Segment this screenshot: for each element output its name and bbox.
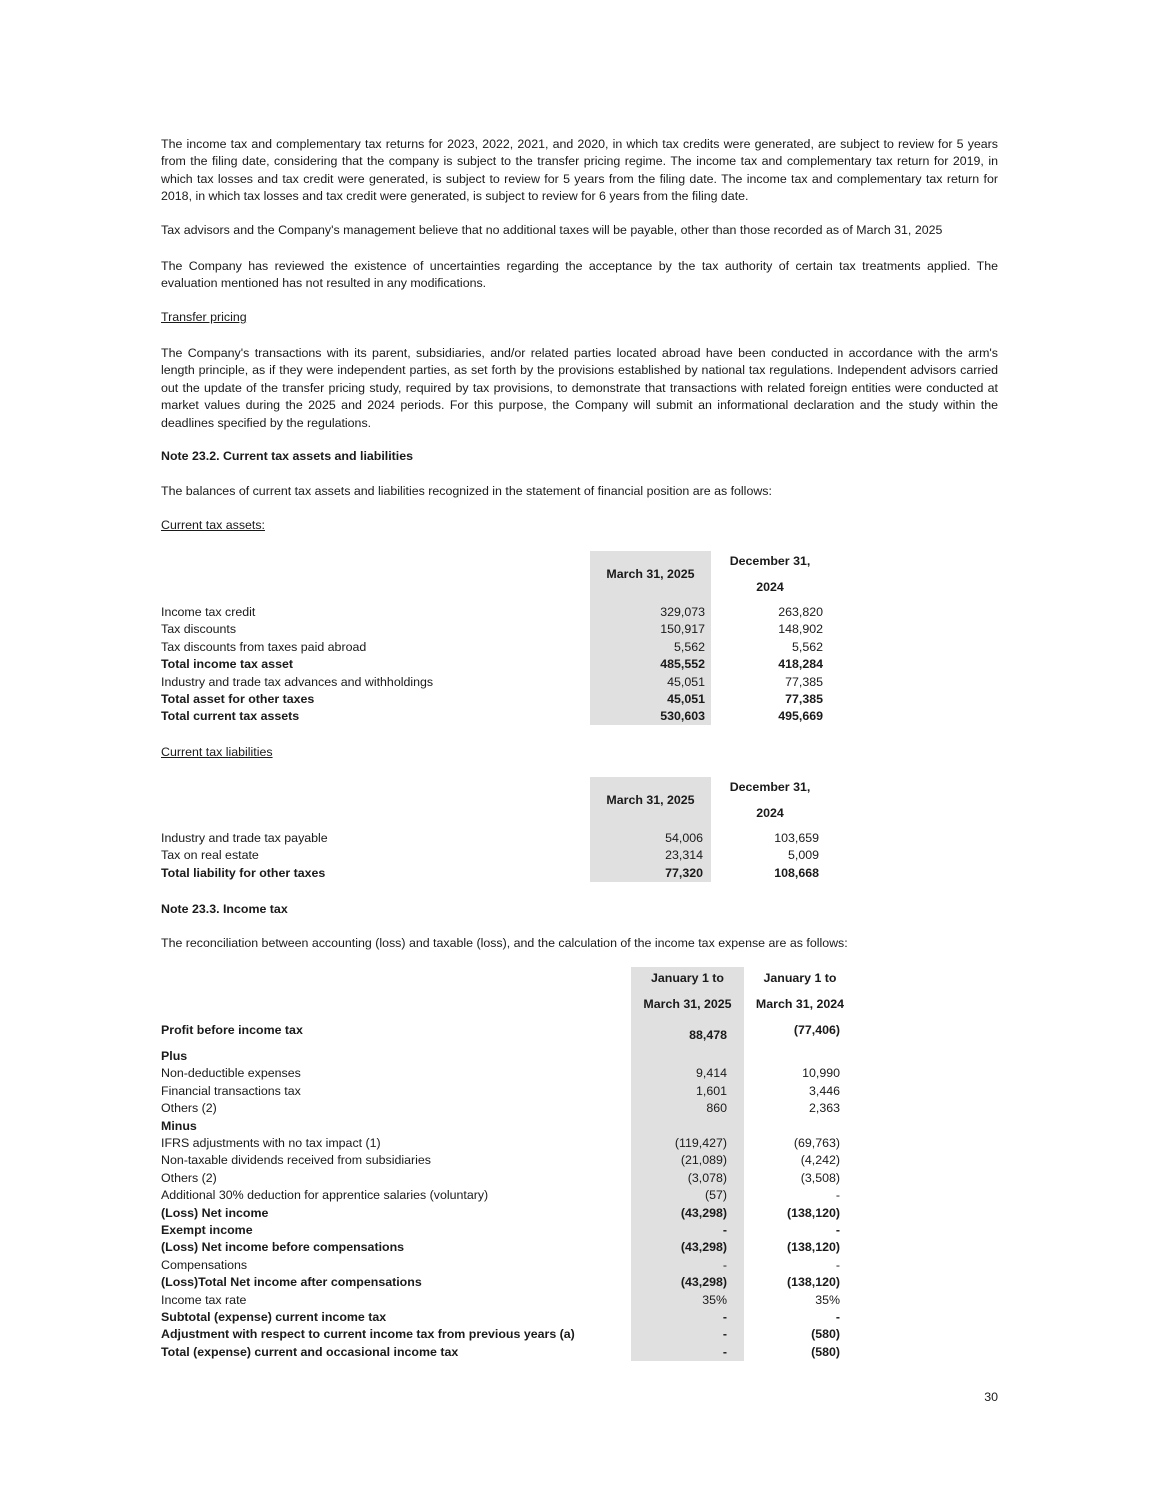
paragraph-reconciliation-intro: The reconciliation between accounting (loss) and taxable (loss), and the calculation of the income tax expense are as follows: — [161, 936, 848, 950]
income-table-row — [161, 1222, 861, 1239]
row-value-current: 485,552 — [660, 657, 705, 672]
paragraph-no-additional-taxes: Tax advisors and the Company's management believe that no additional taxes will be payable, other than those recorded as of March 31, 2025 — [161, 223, 943, 237]
row-value-current: - — [722, 1327, 727, 1342]
income-table-row — [161, 1344, 861, 1361]
row-value-prior: 2,363 — [808, 1101, 840, 1116]
assets-table-row — [161, 708, 861, 725]
note-23-3-heading: Note 23.3. Income tax — [161, 902, 288, 916]
row-label: Tax discounts — [161, 622, 237, 637]
assets-col2-header-line2: 2024 — [756, 580, 784, 594]
row-value-prior: 148,902 — [778, 622, 823, 637]
row-label: Financial transactions tax — [161, 1083, 301, 1098]
note-23-2-heading: Note 23.2. Current tax assets and liabilities — [161, 449, 414, 463]
row-label: Total (expense) current and occasional income tax — [161, 1344, 459, 1359]
row-value-prior: (138,120) — [786, 1240, 840, 1255]
income-row-profit-before-tax — [161, 1022, 851, 1042]
liabilities-table-row — [161, 830, 861, 847]
row-value-prior: - — [835, 1223, 840, 1237]
income-table-row — [161, 1309, 861, 1326]
row-value-prior: (580) — [811, 1344, 840, 1359]
row-label: Adjustment with respect to current income tax from previous years (a) — [161, 1327, 575, 1342]
row-value-prior: 10,990 — [802, 1066, 840, 1081]
income-table-row — [161, 1257, 861, 1274]
row-label: IFRS adjustments with no tax impact (1) — [161, 1136, 381, 1150]
income-table-row — [161, 1135, 861, 1152]
row-value-prior: 418,284 — [778, 657, 823, 672]
row-label: (Loss)Total Net income after compensations — [161, 1275, 422, 1290]
row-value-current: (21,089) — [680, 1153, 727, 1168]
row-label: Tax discounts from taxes paid abroad — [161, 639, 367, 654]
income-col2-header-line2: March 31, 2024 — [755, 997, 845, 1011]
income-col2-header-line1: January 1 to — [763, 971, 837, 985]
row-label: Total income tax asset — [161, 657, 293, 672]
income-table-row — [161, 1170, 861, 1187]
liabilities-table-row — [161, 847, 861, 864]
paragraph-balances-intro: The balances of current tax assets and liabilities recognized in the statement of financial position are as follows: — [161, 484, 772, 498]
row-value-prior: 77,385 — [785, 692, 823, 706]
row-value-2025: 88,478 — [689, 1028, 727, 1042]
paragraph-uncertainties: The Company has reviewed the existence of uncertainties regarding the acceptance by the tax authority of certain tax treatments applied. The evaluation mentioned has not resulted in any modifications. — [161, 259, 998, 291]
income-table-row — [161, 1100, 861, 1117]
row-value-current: 77,320 — [665, 865, 703, 880]
row-label: Total asset for other taxes — [161, 692, 315, 706]
row-value-current: 1,601 — [695, 1083, 727, 1098]
row-value-prior: (4,242) — [800, 1153, 840, 1168]
row-label: Industry and trade tax advances and withholdings — [161, 674, 434, 689]
page-number: 30 — [984, 1390, 998, 1404]
row-value-prior: 3,446 — [808, 1083, 840, 1098]
row-value-current: (43,298) — [680, 1275, 727, 1290]
row-value-prior: (580) — [811, 1327, 840, 1342]
row-label: Industry and trade tax payable — [161, 831, 328, 845]
row-label: Income tax rate — [161, 1292, 247, 1307]
row-label: (Loss) Net income before compensations — [161, 1240, 405, 1255]
income-table-row — [161, 1239, 861, 1256]
row-label: Exempt income — [161, 1223, 253, 1237]
row-label: Profit before income tax — [161, 1023, 303, 1037]
current-tax-liabilities-heading: Current tax liabilities — [161, 745, 273, 759]
row-value-current: 45,051 — [667, 692, 705, 706]
row-label: Total liability for other taxes — [161, 865, 326, 880]
row-label: Plus — [161, 1049, 188, 1063]
row-value-prior: 495,669 — [778, 709, 823, 724]
current-tax-assets-heading: Current tax assets: — [161, 518, 265, 532]
row-value-current: 9,414 — [695, 1066, 727, 1081]
row-value-prior: (69,763) — [793, 1136, 840, 1150]
income-col1-header-line1: January 1 to — [651, 971, 724, 985]
row-value-prior: 263,820 — [778, 605, 823, 619]
row-label: Subtotal (expense) current income tax — [161, 1310, 387, 1324]
row-label: Non-taxable dividends received from subsidiaries — [161, 1153, 431, 1168]
income-col1-header-line2: March 31, 2025 — [643, 997, 732, 1011]
row-value-prior: 77,385 — [785, 674, 823, 689]
row-value-current: 35% — [702, 1292, 727, 1307]
income-table-row — [161, 1205, 861, 1222]
row-value-current: 530,603 — [660, 709, 705, 724]
row-label: Minus — [161, 1118, 197, 1133]
assets-col1-header: March 31, 2025 — [606, 567, 695, 581]
paragraph-transfer-pricing: The Company's transactions with its parent, subsidiaries, and/or related parties located abroad have been conducted in accordance with the arm's length principle, as if they were independent parties, as set forth by the provisions established by national tax regulations. Independent advisors carried out the update of the transfer pricing study, required by tax provisions, to demonstrate that transactions with related foreign entities were conducted at market values during the 2025 and 2024 periods. For this purpose, the Company will submit an informational declaration and the study within the deadlines specified by the regulations. — [161, 346, 998, 430]
row-value-prior: - — [835, 1310, 840, 1324]
row-label: Others (2) — [161, 1170, 217, 1185]
paragraph-tax-returns-review: The income tax and complementary tax returns for 2023, 2022, 2021, and 2020, in which tax credits were generated, are subject to review for 5 years from the filing date, considering that the company is subject to the transfer pricing regime. The income tax and complementary tax return for 2019, in which tax losses and tax credit were generated, is subject to review for 5 years from the filing date. The income tax and complementary tax return for 2018, in which tax losses and tax credit were generated, is subject to review for 6 years from the filing date. — [161, 137, 998, 204]
row-value-prior: - — [835, 1188, 840, 1203]
row-value-current: 150,917 — [660, 622, 705, 637]
row-value-current: (43,298) — [680, 1205, 727, 1220]
income-table-row — [161, 1083, 861, 1100]
row-value-prior: (3,508) — [800, 1170, 840, 1185]
income-table-row — [161, 1048, 861, 1065]
row-value-prior: 108,668 — [774, 865, 819, 880]
row-label: (Loss) Net income — [161, 1205, 269, 1220]
row-value-prior: 5,009 — [787, 848, 819, 863]
assets-table-row — [161, 656, 861, 673]
row-value-current: 329,073 — [660, 605, 705, 619]
row-value-current: - — [722, 1223, 727, 1237]
liabilities-col1-header: March 31, 2025 — [606, 793, 695, 807]
row-value-prior: - — [835, 1257, 840, 1272]
income-table-row — [161, 1118, 861, 1135]
row-value-current: 23,314 — [665, 848, 703, 863]
row-value-prior: 5,562 — [791, 639, 823, 654]
row-value-prior: 103,659 — [774, 831, 819, 845]
row-label: Income tax credit — [161, 605, 256, 619]
liabilities-col2-header-line2: 2024 — [756, 806, 784, 820]
row-value-current: (57) — [704, 1188, 727, 1203]
row-value-prior: 35% — [815, 1292, 840, 1307]
row-value-current: - — [722, 1310, 727, 1324]
row-value-current: 45,051 — [667, 674, 705, 689]
row-value-current: 860 — [706, 1101, 727, 1116]
row-value-current: 5,562 — [673, 639, 705, 654]
row-value-current: - — [722, 1257, 727, 1272]
row-value-current: (3,078) — [687, 1170, 727, 1185]
assets-table-row — [161, 691, 861, 708]
row-label: Additional 30% deduction for apprentice salaries (voluntary) — [161, 1188, 489, 1203]
liabilities-col2-header-line1: December 31, — [729, 780, 811, 794]
row-label: Non-deductible expenses — [161, 1066, 301, 1081]
row-value-current: - — [722, 1344, 727, 1359]
row-label: Compensations — [161, 1257, 248, 1272]
assets-table-row — [161, 604, 861, 621]
income-table-row — [161, 1187, 861, 1204]
row-value-current: 54,006 — [665, 831, 703, 845]
row-label: Tax on real estate — [161, 848, 259, 863]
assets-col2-header-line1: December 31, — [729, 554, 811, 568]
row-value-prior: (138,120) — [786, 1275, 840, 1290]
income-table-row — [161, 1326, 861, 1343]
row-value-current: (43,298) — [680, 1240, 727, 1255]
assets-table-row — [161, 639, 861, 656]
row-value-prior: (138,120) — [786, 1205, 840, 1220]
income-table-row — [161, 1292, 861, 1309]
assets-table-row — [161, 674, 861, 691]
income-table-row — [161, 1274, 861, 1291]
income-table-row — [161, 1152, 861, 1169]
income-table-row — [161, 1065, 861, 1082]
row-value-current: (119,427) — [674, 1136, 727, 1150]
row-label: Total current tax assets — [161, 709, 300, 724]
assets-table-row — [161, 621, 861, 638]
transfer-pricing-heading: Transfer pricing — [161, 310, 247, 324]
row-value-2024: (77,406) — [793, 1023, 840, 1037]
row-label: Others (2) — [161, 1101, 217, 1116]
liabilities-table-row — [161, 865, 861, 882]
